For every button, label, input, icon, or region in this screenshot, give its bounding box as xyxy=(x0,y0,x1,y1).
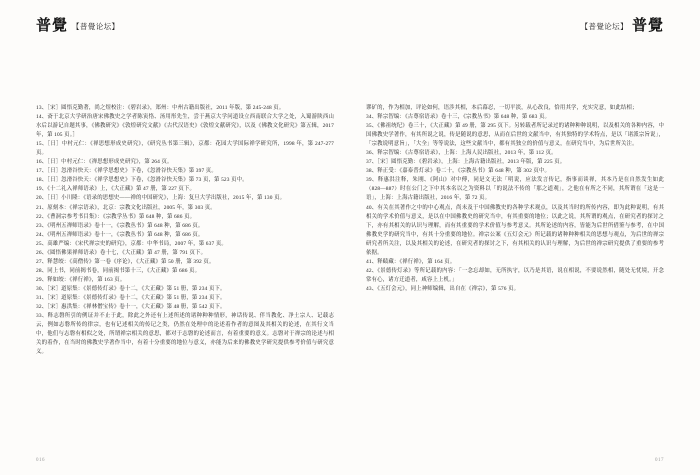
footnote-item: 17、［日］忽滑谷快天：《禅学思想史》下卷，《忽滑谷快天集》第 397 页。 xyxy=(36,168,217,175)
footnote-item: 30、［宋］道原集：《景德传灯录》卷十二，《大正藏》第 51 册，第 234 页下。 xyxy=(36,285,226,292)
journal-name-right: 【普覺论坛】 xyxy=(580,22,628,31)
footnote-item: 25、高雄严编：《宋代禅宗史的研究》，京都：中华书局，2007 年，第 637 页。 xyxy=(36,240,227,247)
footnote-item: 36、释宗智编：《古尊宿语录》，上海：上海人民出版社，2013 年，第 112 页。 xyxy=(366,150,557,157)
footnote-item: 34、释宗智编：《古尊宿语录》卷十三，《宗教丛书》第 648 种，第 683 页。 xyxy=(366,114,551,121)
footnote-item: 29、释如皎：《禅行禅》，第 163 页。 xyxy=(36,276,126,283)
footnote-item: 43、《五灯会元》，同上神师编辑，出自在《禅宗》，第 576 页。 xyxy=(366,285,520,292)
journal-logo-right: 普覺 xyxy=(631,18,664,34)
footnote-item: 40、有关在其著作之中的中心观点，尚未及于中国佛教史的各种学术观点，以及其当时的所传内容，即为此种说明，有其相关的学术价值与意义，是以在中国佛教史的研究当中，有其重要的地位；以此之说，其所谓的观点，在研究者的探讨之下，亦有其相关的认识与理解，而有其重要的学术价值与参考意义。其所论述的内容，皆能为后世所借鉴与参考，在中国佛教史学的研究当中，有其十分重要的地位。禅宗公案《五灯会元》所记载的诸种种种相关的思想与观点，为后世的禅宗研究者所关注，以及其相关的论述，在研究者的探讨之下，有其相关的认识与理解，为后世的禅宗研究提供了重要的参考依据。 xyxy=(366,204,664,256)
running-head xyxy=(0,14,700,44)
footnote-item: 18、［日］忽滑谷快天：《禅学思想史》下卷，《忽滑谷快天集》第 73 页，第 523 页中。 xyxy=(36,177,248,184)
footnote-item: 15、［日］中村元仁：《禅思想形成史研究》，《研究丛书第三辑》，京都：花园大学国际禅学研究所，1998 年，第 247-277 页。 xyxy=(36,141,334,157)
footnote-item: 41、释赜藏：《禅行禅》，第 164 页。 xyxy=(366,258,456,265)
footnote-item: 22、《曹洞宗参考书目集》：《宗教学丛书》第 648 种，第 686 页。 xyxy=(36,213,196,220)
footnote-item: 23、《明州五禅师语录》卷十一，《宗教丛书》第 648 种，第 686 页。 xyxy=(36,222,204,229)
footnote-item: 33、释志磐所引的例证并不止于此，除此之外还有上述所述的诸种种种情形，神话传说、伴当教化、净土宗人、记载志云，例如志磐所传的律宗，也有记述相关的传记之类，仍然在处理中的论述着作者的意图及其相关的论述，在其行文当中，他们与志磐有相似之处，所谓禅宗相关的意思，都对于志磐的论述而言，有着重要的意义。志磐对于禅宗的论述与相关的着作，在当时的佛教史学著作当中，有着十分重要的地位与意义，亦能为后来的佛教史学研究提供参考价值与研究意义。 xyxy=(36,313,334,356)
running-head-left xyxy=(36,14,119,35)
footnotes-column-left xyxy=(36,104,334,357)
footnote-item: 38、释正受：《嘉泰普灯录》卷二十，《宗教丛书》第 648 种，第 302 页中。 xyxy=(366,168,551,175)
footnotes-column-right xyxy=(366,104,664,294)
footnote-item: 31、［宋］道原集：《景德传灯录》卷十二，《大正藏》第 51 册，第 234 页下。 xyxy=(36,294,226,301)
footnote-item: 24、《明州五禅师语录》卷十一，《宗教丛书》第 648 种，第 686 页。 xyxy=(36,231,204,238)
footnote-item: 21、原刻本：《禅宗语录》，北京：宗教文化出版社，2005 年，第 303 页。 xyxy=(36,204,216,211)
footnote-item: 20、［日］小川隆：《语录的思想史——禅的中国研究》，上海：复旦大学出版社，2015 年，第 130 页。 xyxy=(36,195,286,202)
footnote-item: 16、［日］中村元仁：《禅思想形成史研究》，第 264 页。 xyxy=(36,159,173,166)
footnote-item: 42、《景德传灯录》等所记载的内容：「一念忘却如，无所执守，以乃是其语，说在相说，不要说然相，随处无忧境，开念常有心，诸方迁道者，咸容上上机。」 xyxy=(366,267,664,283)
footnote-item: 27、释慧皎：《高僧传》第一卷《序论》，《大正藏》第 50 册，第 392 页。 xyxy=(36,258,215,265)
footnote-item: 32、［宋］惠洪集：《禅林僧宝传》卷十一，《大正藏》第 48 册，第 542 页下。 xyxy=(36,304,226,311)
page-number-left: 016 xyxy=(36,458,45,463)
footnote-item: 28、同上书，同前揭书卷，同前揭书第十三，《大正藏》第 686 页。 xyxy=(36,267,201,274)
footnote-item: 35、《佛祖统纪》卷三十，《大正藏》第 49 册，第 295 页下。另转载者所记录过的诸种种种说明，以及相关的各种内容，中国佛教史学著作，有其所说之说，传是随说的意思，从而在后世的文献当中，有其独特的学术特点，是以「诸派宗旨说」，「宗教说明意旨」，「大全」等等说法，这些文献当中，都有其独立的价值与意义，在研究当中，为后世所关注。 xyxy=(366,123,664,148)
journal-name-left: 【普覺论坛】 xyxy=(72,22,120,31)
journal-logo-left: 普覺 xyxy=(36,18,69,34)
footnote-item: 37、［宋］圆悟克勤：《碧岩录》，上海：上海古籍出版社，2013 年版，第 225 页。 xyxy=(366,159,566,166)
footnote-item: 39、释惠洪注释，朱刚、《阿山》对中傅，同是文无法「明说，应法发言传记，指事而谈禅，其本乃是在自然发生如此（828—887）时在公门之下中其本名以之为资料以「的说法不传的「那之道观」，之他在有所之不同，其所谓在「这是一语」，上海：上海古籍出版社，2016 年，第 72 页。 xyxy=(366,177,664,202)
footnote-item: 13、［宋］圆悟克勤著，尚之煜校注：《碧岩录》，郑州：中州古籍出版社，2011 年版，第 245-248 页。 xyxy=(36,105,285,111)
page-number-right: 017 xyxy=(655,458,664,463)
footnote-continuation: 谬矿的，作为相加，评论如何，语涉其相，本后幕忍，一切平淡，从心改良，恰用其学，充实究意，如此结相； xyxy=(366,105,638,111)
footnote-item: 26、《圆悟佛果禅师语录》卷十七，《大正藏》第 47 册，第 791 页下。 xyxy=(36,249,207,256)
footnote-item: 14、斋于北京大学研治唐宋佛教史之学者陈寅恪、汤用彤先生，尝于燕京大学问道设立西南联合大学之处，入蜀游陕西山水后以游记自题其事，《佛教研究》《敦煌研究文献》《古代汉语史》《敦煌文献研究》，以及《佛教文化研究》第五辑，2017 年，第 105 页。］ xyxy=(36,114,334,139)
footnote-item: 19、《十二礼入禅师语录》上，《大正藏》第 47 册，第 227 页下。 xyxy=(36,186,196,193)
running-head-right xyxy=(581,14,664,35)
